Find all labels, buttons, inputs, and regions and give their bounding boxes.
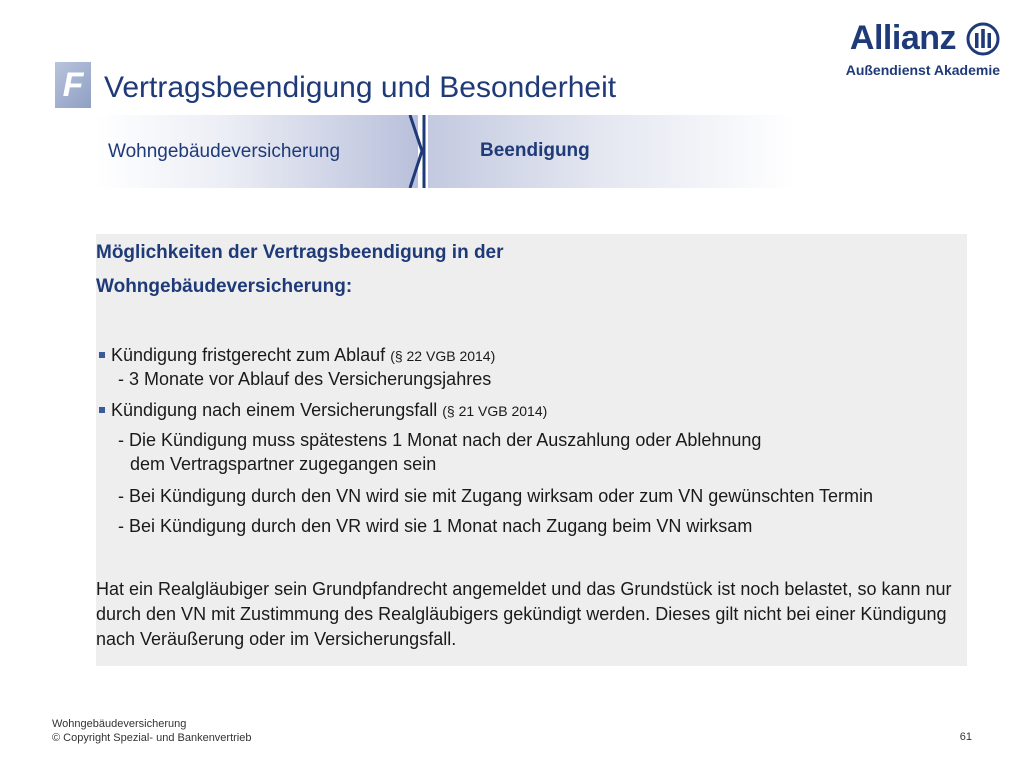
allianz-eagle-icon [966, 22, 1000, 56]
content-box [96, 234, 967, 666]
bullet-text: Kündigung fristgerecht zum Ablauf [111, 345, 386, 365]
square-bullet-icon [99, 407, 105, 413]
footer-topic: Wohngebäudeversicherung [52, 718, 187, 730]
sub-item: - Bei Kündigung durch den VR wird sie 1 Monat nach Zugang beim VN wirksam [118, 516, 753, 536]
sub-item: - Die Kündigung muss spätestens 1 Monat nach der Auszahlung oder Ablehnung [118, 430, 762, 450]
sub-item: - 3 Monate vor Ablauf des Versicherungsjahres [118, 369, 492, 389]
allianz-logo [830, 16, 1000, 80]
breadcrumb-item-beendigung: Beendigung [480, 140, 590, 161]
logo-brand-text: Allianz [849, 19, 956, 57]
chapter-badge [55, 62, 91, 108]
content-heading-line-2: Wohngebäudeversicherung: [96, 276, 353, 297]
chevron-separator-icon [406, 115, 436, 188]
bullet-text: Kündigung nach einem Versicherungsfall [111, 400, 438, 420]
sub-item-continuation: dem Vertragspartner zugegangen sein [130, 454, 437, 474]
breadcrumb-item-wohngebaeudeversicherung: Wohngebäudeversicherung [108, 141, 341, 162]
list-item [96, 398, 547, 423]
sub-item: - Bei Kündigung durch den VN wird sie mit Zugang wirksam oder zum VN gewünschten Termin [118, 486, 874, 506]
page-number: 61 [959, 731, 972, 743]
content-heading-line-1: Möglichkeiten der Vertragsbeendigung in der [96, 242, 504, 263]
footer-copyright: © Copyright Spezial- und Bankenvertrieb [52, 732, 252, 744]
page-title: Vertragsbeendigung und Besonderheit [104, 71, 617, 104]
chapter-letter: F [62, 66, 84, 104]
list-item [96, 343, 495, 368]
logo-subtitle: Außendienst Akademie [845, 62, 1000, 78]
content-heading [96, 236, 896, 304]
bullet-reference: (§ 22 VGB 2014) [390, 348, 496, 364]
breadcrumb [96, 115, 796, 188]
square-bullet-icon [99, 352, 105, 358]
note-paragraph: Hat ein Realgläubiger sein Grundpfandrecht angemeldet und das Grundstück ist noch belastet, so kann nur durch den VN mit Zustimmung des Realgläubigers gekündigt werden. Dieses gilt nicht bei einer Kündigung nach Veräußerung oder im Versicherungsfall. [96, 579, 952, 649]
bullet-reference: (§ 21 VGB 2014) [442, 403, 548, 419]
footer-info [52, 717, 252, 745]
